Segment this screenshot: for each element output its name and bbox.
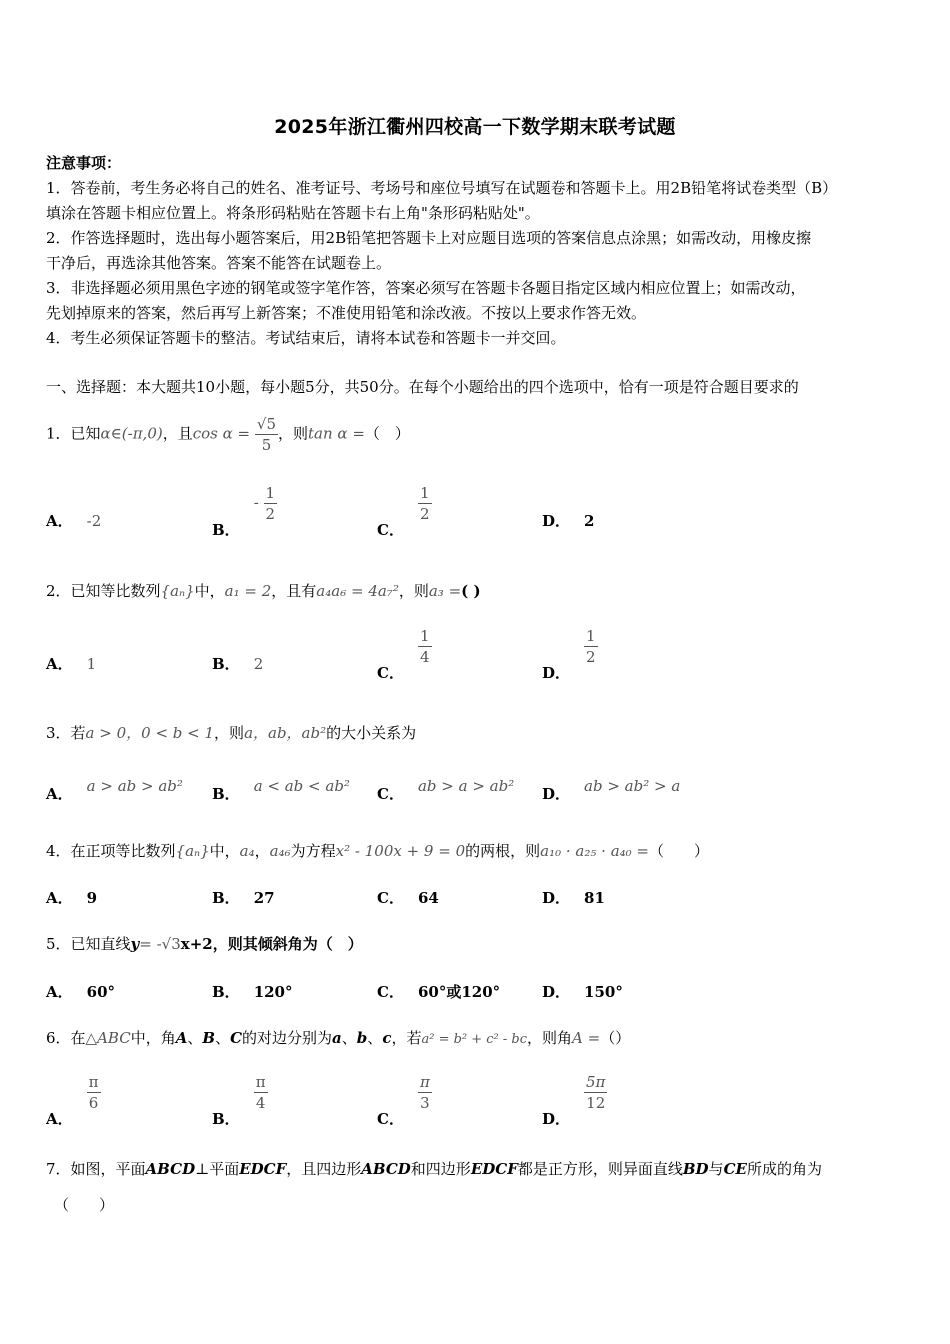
fraction-numerator: 1 bbox=[419, 627, 430, 645]
question-7 bbox=[46, 1158, 822, 1179]
option-a[interactable] bbox=[46, 775, 183, 803]
option-b[interactable] bbox=[212, 887, 275, 908]
option-label: C． bbox=[377, 663, 404, 682]
question-1 bbox=[46, 414, 410, 455]
option-c[interactable] bbox=[377, 981, 500, 1002]
math-condition: a > 0，0 < b < 1 bbox=[85, 724, 215, 742]
option-c[interactable] bbox=[377, 1072, 432, 1128]
question-text: 中， bbox=[209, 842, 240, 860]
option-d[interactable] bbox=[542, 775, 681, 803]
fraction bbox=[255, 414, 278, 455]
option-label: C． bbox=[377, 983, 404, 1001]
math-plane: EDCF bbox=[239, 1160, 287, 1178]
question-text: 的对边分别为 bbox=[242, 1029, 333, 1047]
math-condition: a₄a₆ = 4a₇² bbox=[316, 582, 399, 600]
question-number: 6．在 bbox=[46, 1029, 86, 1047]
option-c[interactable] bbox=[377, 483, 432, 539]
option-value: a > ab > ab² bbox=[86, 777, 183, 795]
math-variable: C bbox=[230, 1029, 243, 1047]
option-label: D． bbox=[542, 889, 571, 907]
question-text: 为方程 bbox=[290, 842, 336, 860]
question-text: 的两根，则 bbox=[465, 842, 541, 860]
option-value: ab > ab² > a bbox=[584, 777, 681, 795]
question-6 bbox=[46, 1027, 630, 1048]
option-value: -2 bbox=[86, 512, 102, 530]
option-label: B． bbox=[212, 520, 240, 539]
question-text: 的大小关系为 bbox=[326, 724, 417, 742]
question-text: 与 bbox=[708, 1160, 724, 1178]
notice-line: 3．非选择题必须用黑色字迹的钢笔或签字笔作答，答案必须写在答题卡各题目指定区域内相应位置上；如需改动， bbox=[46, 279, 806, 297]
question-text: ⊥平面 bbox=[195, 1160, 240, 1178]
option-label: B． bbox=[212, 983, 240, 1001]
fraction-denominator: 2 bbox=[419, 505, 430, 523]
option-label: C． bbox=[377, 520, 404, 539]
option-value: 120° bbox=[253, 983, 293, 1001]
option-label: D． bbox=[542, 663, 571, 682]
math-variable: B bbox=[202, 1029, 216, 1047]
question-5 bbox=[46, 933, 363, 954]
question-text: 都是正方形，则异面直线 bbox=[517, 1160, 683, 1178]
math-variable: c bbox=[382, 1029, 392, 1047]
fraction-numerator: √5 bbox=[256, 415, 277, 433]
fraction-denominator: 4 bbox=[255, 1094, 266, 1112]
notice-heading: 注意事项： bbox=[46, 154, 122, 172]
fraction-numerator: 1 bbox=[419, 484, 430, 502]
option-label: B． bbox=[212, 1109, 240, 1128]
math-equation: x² - 100x + 9 = 0 bbox=[335, 842, 466, 860]
fraction bbox=[264, 483, 278, 524]
fraction-denominator: 5 bbox=[261, 436, 272, 454]
fraction-numerator: 1 bbox=[586, 627, 596, 645]
answer-blank: （ ） bbox=[649, 842, 710, 860]
option-label: B． bbox=[212, 889, 240, 907]
fraction bbox=[418, 626, 432, 667]
question-text: x+2，则其倾斜角为（ ） bbox=[180, 935, 363, 953]
question-text: ，则角 bbox=[527, 1029, 573, 1047]
option-label: D． bbox=[542, 785, 571, 803]
option-value: 9 bbox=[86, 889, 98, 907]
option-value: - bbox=[253, 493, 259, 512]
notice-line: 干净后，再选涂其他答案。答案不能答在试题卷上。 bbox=[46, 254, 392, 272]
fraction-numerator: π bbox=[255, 1073, 266, 1091]
option-d[interactable] bbox=[542, 510, 594, 531]
answer-blank: （ ） bbox=[364, 424, 410, 443]
option-c[interactable] bbox=[377, 626, 432, 682]
math-line: BD bbox=[682, 1160, 709, 1178]
fraction-numerator: π bbox=[88, 1073, 99, 1091]
math-term: a₄₆ bbox=[269, 842, 291, 860]
math-sequence: {aₙ} bbox=[175, 842, 210, 860]
option-value: 27 bbox=[253, 889, 275, 907]
question-text: ，则 bbox=[278, 424, 309, 443]
math-variable: a bbox=[332, 1029, 342, 1047]
option-d[interactable] bbox=[542, 981, 623, 1002]
option-label: A． bbox=[46, 889, 73, 907]
question-text: 、 bbox=[215, 1029, 231, 1047]
option-value: ab > a > ab² bbox=[417, 777, 515, 795]
question-text: 、 bbox=[187, 1029, 203, 1047]
math-expression: tan α = bbox=[308, 424, 365, 443]
fraction-denominator: 6 bbox=[88, 1094, 99, 1112]
math-term: a₄ bbox=[239, 842, 255, 860]
question-text: 所成的角为 bbox=[746, 1160, 822, 1178]
option-b[interactable] bbox=[212, 653, 263, 674]
option-label: C． bbox=[377, 889, 404, 907]
question-number: 3．若 bbox=[46, 724, 86, 742]
option-label: A． bbox=[46, 785, 73, 803]
question-text: ，且有 bbox=[271, 582, 317, 600]
math-line: CE bbox=[723, 1160, 747, 1178]
question-text: ，则 bbox=[398, 582, 429, 600]
math-expression: A = bbox=[572, 1029, 601, 1047]
option-label: C． bbox=[377, 1109, 404, 1128]
fraction-numerator: π bbox=[419, 1073, 430, 1091]
question-text: ，则 bbox=[214, 724, 245, 742]
math-plane: ABCD bbox=[361, 1160, 411, 1178]
math-variable: A bbox=[175, 1029, 188, 1047]
option-label: D． bbox=[542, 983, 571, 1001]
question-number: 5．已知直线 bbox=[46, 935, 131, 953]
option-d[interactable] bbox=[542, 626, 598, 682]
question-4 bbox=[46, 840, 709, 861]
math-condition: a₁ = 2 bbox=[224, 582, 272, 600]
option-label: A． bbox=[46, 512, 73, 530]
question-number: 4．在正项等比数列 bbox=[46, 842, 176, 860]
option-a[interactable] bbox=[46, 653, 96, 674]
option-value: 60° bbox=[86, 983, 116, 1001]
fraction-denominator: 2 bbox=[265, 505, 276, 523]
question-text: 和四边形 bbox=[410, 1160, 471, 1178]
fraction bbox=[418, 483, 432, 524]
question-text: 中，角 bbox=[130, 1029, 176, 1047]
option-value: a < ab < ab² bbox=[253, 777, 350, 795]
option-value: 64 bbox=[417, 889, 439, 907]
fraction bbox=[87, 1072, 101, 1113]
question-2 bbox=[46, 580, 481, 601]
option-value: 150° bbox=[584, 983, 623, 1001]
notice-line: 填涂在答题卡相应位置上。将条形码粘贴在答题卡右上角"条形码粘贴处"。 bbox=[46, 204, 540, 222]
math-variable: b bbox=[356, 1029, 368, 1047]
option-label: C． bbox=[377, 785, 404, 803]
option-value: 2 bbox=[584, 512, 595, 530]
fraction bbox=[584, 626, 598, 667]
question-text: 中， bbox=[194, 582, 225, 600]
notice-line: 2．作答选择题时，选出每小题答案后，用2B铅笔把答题卡上对应题目选项的答案信息点涂黑；如需改动，用橡皮擦 bbox=[46, 229, 812, 247]
math-triangle: △ABC bbox=[85, 1029, 131, 1047]
fraction-denominator: 4 bbox=[419, 648, 430, 666]
question-text: 、 bbox=[341, 1029, 357, 1047]
notice-line: 先划掉原来的答案，然后再写上新答案；不准使用铅笔和涂改液。不按以上要求作答无效。 bbox=[46, 304, 647, 322]
option-label: D． bbox=[542, 512, 571, 530]
option-b[interactable] bbox=[212, 483, 277, 539]
question-3 bbox=[46, 722, 416, 743]
answer-blank: （） bbox=[600, 1029, 631, 1047]
math-expression: = -√3 bbox=[139, 935, 181, 953]
option-b[interactable] bbox=[212, 775, 350, 803]
option-value: 60°或120° bbox=[417, 983, 501, 1001]
question-text: ，且 bbox=[162, 424, 193, 443]
fraction-denominator: 12 bbox=[586, 1094, 606, 1112]
math-plane: ABCD bbox=[145, 1160, 196, 1178]
math-variable: y bbox=[130, 935, 140, 953]
option-label: A． bbox=[46, 983, 73, 1001]
math-expression: cos α = bbox=[192, 424, 251, 443]
option-value: 2 bbox=[253, 655, 264, 673]
option-label: B． bbox=[212, 785, 240, 803]
option-label: A． bbox=[46, 1109, 73, 1128]
option-c[interactable] bbox=[377, 775, 515, 803]
question-number: 2．已知等比数列 bbox=[46, 582, 161, 600]
notice-line: 4．考生必须保证答题卡的整洁。考试结束后，请将本试卷和答题卡一并交回。 bbox=[46, 329, 566, 347]
math-condition: α∈(-π,0) bbox=[100, 424, 163, 443]
option-b[interactable] bbox=[212, 981, 293, 1002]
fraction-numerator: 5π bbox=[586, 1073, 606, 1091]
math-equation: a² = b² + c² - bc bbox=[421, 1032, 528, 1047]
option-label: B． bbox=[212, 655, 240, 673]
question-number: 1．已知 bbox=[46, 424, 101, 443]
question-text: 、 bbox=[367, 1029, 383, 1047]
fraction-denominator: 2 bbox=[586, 648, 596, 666]
math-expression: a，ab，ab² bbox=[244, 724, 327, 742]
section-heading: 一、选择题：本大题共10小题，每小题5分，共50分。在每个小题给出的四个选项中，恰有一项是符合题目要求的 bbox=[46, 378, 799, 396]
fraction-denominator: 3 bbox=[420, 1094, 430, 1112]
answer-blank: ( ) bbox=[461, 582, 481, 600]
option-b[interactable] bbox=[212, 1072, 268, 1128]
fraction bbox=[254, 1072, 268, 1113]
math-plane: EDCF bbox=[470, 1160, 518, 1178]
option-a[interactable] bbox=[46, 1072, 101, 1128]
question-text: ，且四边形 bbox=[286, 1160, 362, 1178]
option-value: 1 bbox=[86, 655, 97, 673]
fraction bbox=[418, 1072, 432, 1113]
math-expression: a₃ = bbox=[428, 582, 462, 600]
answer-blank: （ ） bbox=[54, 1196, 115, 1214]
math-expression: a₁₀ · a₂₅ · a₄₀ = bbox=[540, 842, 649, 860]
math-sequence: {aₙ} bbox=[160, 582, 195, 600]
option-c[interactable] bbox=[377, 887, 439, 908]
question-text: ，若 bbox=[391, 1029, 422, 1047]
option-label: D． bbox=[542, 1109, 571, 1128]
fraction-numerator: 1 bbox=[265, 484, 276, 502]
option-value: 81 bbox=[584, 889, 605, 907]
option-a[interactable] bbox=[46, 510, 101, 531]
option-a[interactable] bbox=[46, 981, 115, 1002]
option-label: A． bbox=[46, 655, 73, 673]
option-d[interactable] bbox=[542, 887, 605, 908]
fraction bbox=[584, 1072, 607, 1113]
notice-line: 1．答卷前，考生务必将自己的姓名、准考证号、考场号和座位号填写在试题卷和答题卡上。用2B铅笔将试卷类型（B） bbox=[46, 179, 838, 197]
question-text: ， bbox=[254, 842, 270, 860]
question-number: 7．如图，平面 bbox=[46, 1160, 146, 1178]
option-d[interactable] bbox=[542, 1072, 607, 1128]
option-a[interactable] bbox=[46, 887, 97, 908]
exam-title: 2025年浙江衢州四校高一下数学期末联考试题 bbox=[274, 116, 676, 138]
